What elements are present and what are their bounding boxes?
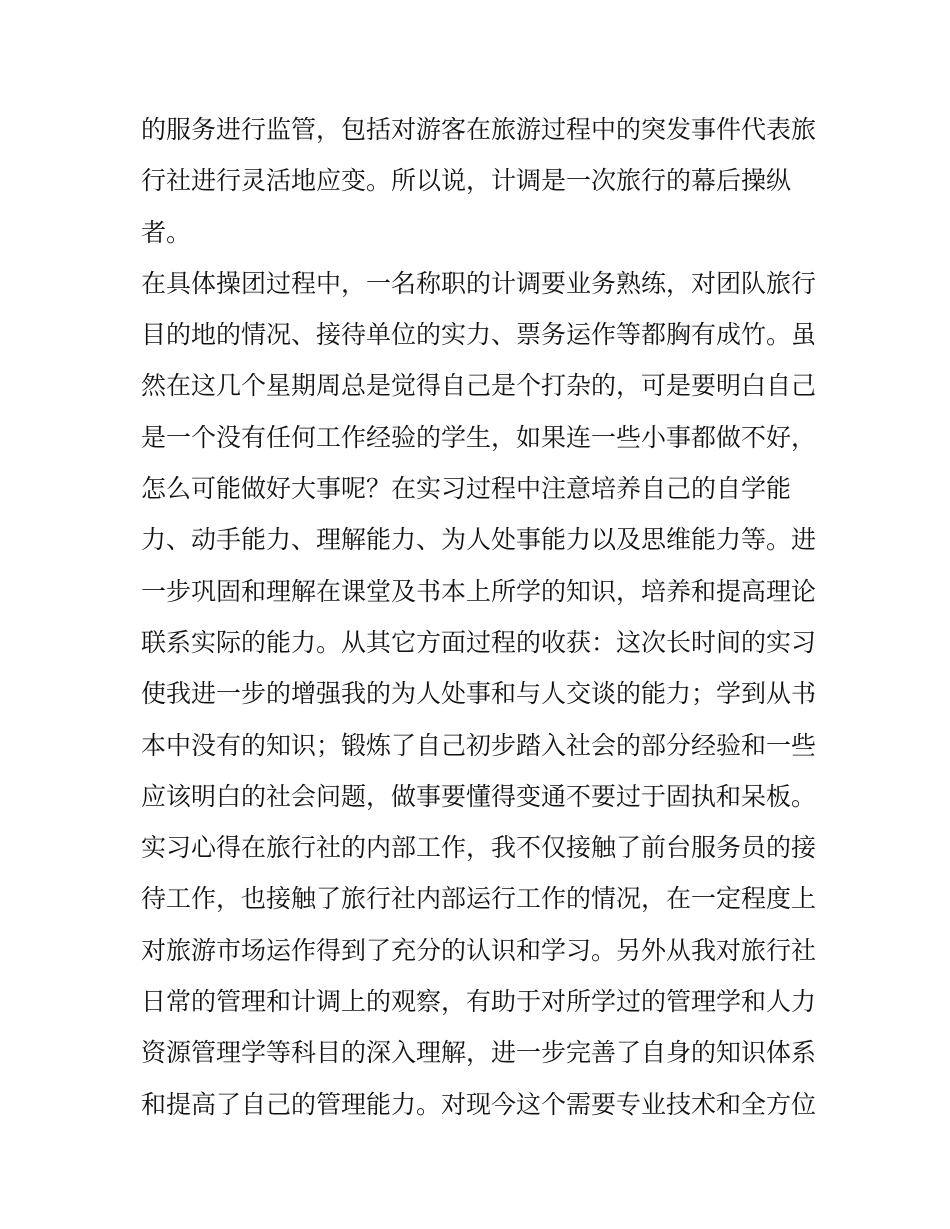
text-line-8: 怎么可能做好大事呢？在实习过程中注意培养自己的自学能 [141,474,792,504]
text-line-15: 实习心得在旅行社的内部工作，我不仅接触了前台服务员的接 [141,833,817,863]
text-line-18: 日常的管理和计调上的观察，有助于对所学过的管理学和人力 [141,987,817,1017]
text-line-19: 资源管理学等科目的深入理解，进一步完善了自身的知识体系 [141,1038,817,1068]
text-line-4: 在具体操团过程中，一名称职的计调要业务熟练，对团队旅行 [141,268,817,298]
text-line-7: 是一个没有任何工作经验的学生，如果连一些小事都做不好， [141,422,817,452]
text-line-9: 力、动手能力、理解能力、为人处事能力以及思维能力等。进 [141,525,817,555]
text-line-1: 的服务进行监管，包括对游客在旅游过程中的突发事件代表旅 [141,115,817,144]
text-line-10: 一步巩固和理解在课堂及书本上所学的知识，培养和提高理论 [141,576,817,606]
text-line-13: 本中没有的知识；锻炼了自己初步踏入社会的部分经验和一些 [141,730,817,760]
text-line-3: 者。 [141,217,192,247]
text-line-14: 应该明白的社会问题，做事要懂得变通不要过于固执和呆板。 [141,781,817,811]
body-text [141,104,821,1130]
text-line-6: 然在这几个星期周总是觉得自己是个打杂的，可是要明白自己 [141,371,817,401]
text-line-12: 使我进一步的增强我的为人处事和与人交谈的能力；学到从书 [141,679,817,709]
text-line-2: 行社进行灵活地应变。所以说，计调是一次旅行的幕后操纵 [141,166,792,196]
text-line-17: 对旅游市场运作得到了充分的认识和学习。另外从我对旅行社 [141,935,817,965]
text-line-20: 和提高了自己的管理能力。对现今这个需要专业技术和全方位 [141,1089,817,1119]
text-line-11: 联系实际的能力。从其它方面过程的收获：这次长时间的实习 [141,627,817,657]
text-line-16: 待工作，也接触了旅行社内部运行工作的情况，在一定程度上 [141,884,817,914]
text-line-5: 目的地的情况、接待单位的实力、票务运作等都胸有成竹。虽 [141,320,817,350]
